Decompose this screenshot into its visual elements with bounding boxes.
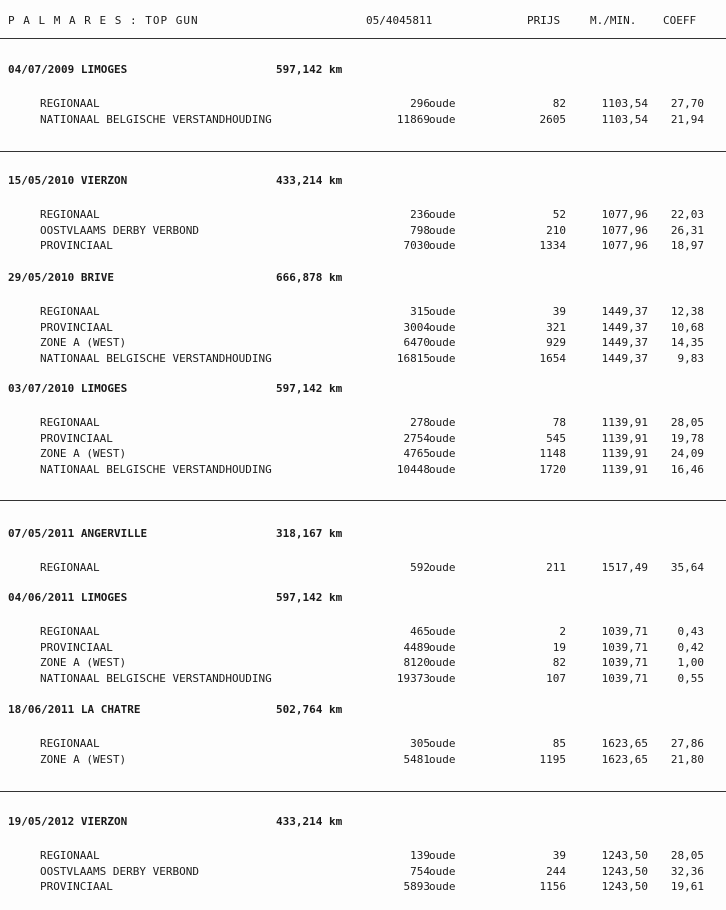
race-section bbox=[0, 271, 726, 367]
bird-count: 592 bbox=[410, 561, 430, 574]
age-class: oude bbox=[429, 320, 456, 334]
prize-rank: 82 bbox=[552, 97, 566, 110]
race-section bbox=[0, 703, 726, 768]
result-row bbox=[0, 416, 726, 432]
coefficient: 27,86 bbox=[670, 737, 704, 750]
bird-count: 296 bbox=[410, 97, 430, 110]
speed: 1077,96 bbox=[601, 223, 648, 237]
coefficient: 21,80 bbox=[670, 752, 704, 766]
race-section bbox=[0, 174, 726, 255]
bird-count: 798 bbox=[410, 223, 430, 237]
competition-name: REGIONAAL bbox=[40, 625, 100, 638]
race-date-place: 29/05/2010 BRIVE bbox=[8, 271, 114, 284]
coefficient: 22,03 bbox=[670, 208, 704, 221]
speed: 1517,49 bbox=[601, 561, 648, 574]
ring-number: 05/4045811 bbox=[366, 14, 433, 27]
race-header bbox=[0, 527, 726, 541]
age-class: oude bbox=[429, 336, 456, 350]
prize-rank: 78 bbox=[552, 416, 566, 429]
result-row bbox=[0, 625, 726, 641]
bird-count: 5481 bbox=[403, 752, 430, 766]
result-row bbox=[0, 239, 726, 255]
race-section bbox=[0, 63, 726, 128]
coefficient: 10,68 bbox=[670, 320, 704, 334]
speed: 1139,91 bbox=[601, 416, 648, 429]
race-date-place: 04/06/2011 LIMOGES bbox=[8, 591, 128, 604]
prize-rank: 1720 bbox=[539, 462, 566, 476]
competition-name: NATIONAAL BELGISCHE VERSTANDHOUDING bbox=[40, 462, 272, 476]
header-divider bbox=[0, 38, 726, 39]
bird-count: 11869 bbox=[396, 112, 430, 126]
bird-count: 8120 bbox=[403, 656, 430, 670]
age-class: oude bbox=[429, 849, 456, 862]
prize-rank: 210 bbox=[546, 223, 566, 237]
coefficient: 14,35 bbox=[670, 336, 704, 350]
race-header bbox=[0, 703, 726, 717]
speed: 1139,91 bbox=[601, 431, 648, 445]
speed: 1243,50 bbox=[601, 849, 648, 862]
bird-count: 236 bbox=[410, 208, 430, 221]
result-row bbox=[0, 97, 726, 113]
competition-name: ZONE A (WEST) bbox=[40, 752, 127, 766]
coefficient: 35,64 bbox=[670, 561, 704, 574]
bird-count: 2754 bbox=[403, 431, 430, 445]
bird-count: 305 bbox=[410, 737, 430, 750]
prize-rank: 2 bbox=[559, 625, 566, 638]
coefficient: 26,31 bbox=[670, 223, 704, 237]
age-class: oude bbox=[429, 864, 456, 878]
prize-rank: 2605 bbox=[539, 112, 566, 126]
coefficient: 19,78 bbox=[670, 431, 704, 445]
prize-rank: 52 bbox=[552, 208, 566, 221]
result-row bbox=[0, 753, 726, 769]
age-class: oude bbox=[429, 640, 456, 654]
prize-rank: 39 bbox=[552, 305, 566, 318]
bird-count: 10448 bbox=[396, 462, 430, 476]
race-header bbox=[0, 591, 726, 605]
competition-name: REGIONAAL bbox=[40, 561, 100, 574]
prize-rank: 1654 bbox=[539, 351, 566, 365]
prize-rank: 82 bbox=[552, 656, 566, 670]
age-class: oude bbox=[429, 305, 456, 318]
race-header bbox=[0, 63, 726, 77]
result-row bbox=[0, 880, 726, 896]
coefficient: 32,36 bbox=[670, 864, 704, 878]
bird-count: 754 bbox=[410, 864, 430, 878]
bird-count: 16815 bbox=[396, 351, 430, 365]
competition-name: PROVINCIAAL bbox=[40, 320, 113, 334]
result-row bbox=[0, 113, 726, 129]
speed: 1077,96 bbox=[601, 208, 648, 221]
bird-count: 4489 bbox=[403, 640, 430, 654]
speed: 1103,54 bbox=[601, 112, 648, 126]
competition-name: ZONE A (WEST) bbox=[40, 336, 127, 350]
race-date-place: 15/05/2010 VIERZON bbox=[8, 174, 128, 187]
race-section bbox=[0, 815, 726, 896]
speed: 1243,50 bbox=[601, 880, 648, 894]
race-date-place: 03/07/2010 LIMOGES bbox=[8, 382, 128, 395]
result-row bbox=[0, 447, 726, 463]
race-section bbox=[0, 382, 726, 478]
coefficient: 9,83 bbox=[677, 351, 704, 365]
age-class: oude bbox=[429, 561, 456, 574]
result-row bbox=[0, 561, 726, 577]
result-row bbox=[0, 432, 726, 448]
prize-rank: 321 bbox=[546, 320, 566, 334]
age-class: oude bbox=[429, 223, 456, 237]
competition-name: REGIONAAL bbox=[40, 737, 100, 750]
race-distance: 433,214 km bbox=[276, 174, 343, 187]
race-date-place: 18/06/2011 LA CHATRE bbox=[8, 703, 141, 716]
speed: 1039,71 bbox=[601, 656, 648, 670]
competition-name: NATIONAAL BELGISCHE VERSTANDHOUDING bbox=[40, 351, 272, 365]
race-distance: 318,167 km bbox=[276, 527, 343, 540]
coefficient: 19,61 bbox=[670, 880, 704, 894]
prize-rank: 545 bbox=[546, 431, 566, 445]
prize-rank: 1195 bbox=[539, 752, 566, 766]
age-class: oude bbox=[429, 431, 456, 445]
race-distance: 597,142 km bbox=[276, 382, 343, 395]
race-section bbox=[0, 527, 726, 577]
age-class: oude bbox=[429, 239, 456, 253]
speed: 1077,96 bbox=[601, 239, 648, 253]
result-row bbox=[0, 641, 726, 657]
competition-name: PROVINCIAAL bbox=[40, 239, 113, 253]
prize-rank: 39 bbox=[552, 849, 566, 862]
age-class: oude bbox=[429, 656, 456, 670]
result-row bbox=[0, 208, 726, 224]
result-row bbox=[0, 865, 726, 881]
competition-name: NATIONAAL BELGISCHE VERSTANDHOUDING bbox=[40, 671, 272, 685]
coefficient: 24,09 bbox=[670, 447, 704, 461]
result-row bbox=[0, 737, 726, 753]
result-row bbox=[0, 849, 726, 865]
speed: 1103,54 bbox=[601, 97, 648, 110]
bird-count: 278 bbox=[410, 416, 430, 429]
year-divider-2011 bbox=[0, 500, 726, 501]
coefficient: 28,05 bbox=[670, 416, 704, 429]
bird-count: 315 bbox=[410, 305, 430, 318]
age-class: oude bbox=[429, 208, 456, 221]
age-class: oude bbox=[429, 671, 456, 685]
competition-name: OOSTVLAAMS DERBY VERBOND bbox=[40, 223, 199, 237]
column-header-coeff: COEFF bbox=[663, 14, 697, 27]
document-title: P A L M A R E S : TOP GUN bbox=[8, 14, 199, 27]
bird-count: 139 bbox=[410, 849, 430, 862]
column-header-speed: M./MIN. bbox=[590, 14, 637, 27]
coefficient: 0,42 bbox=[677, 640, 704, 654]
prize-rank: 107 bbox=[546, 671, 566, 685]
result-row bbox=[0, 305, 726, 321]
competition-name: OOSTVLAAMS DERBY VERBOND bbox=[40, 864, 199, 878]
race-header bbox=[0, 382, 726, 396]
age-class: oude bbox=[429, 625, 456, 638]
bird-count: 4765 bbox=[403, 447, 430, 461]
coefficient: 1,00 bbox=[677, 656, 704, 670]
year-divider-2012 bbox=[0, 791, 726, 792]
prize-rank: 1334 bbox=[539, 239, 566, 253]
result-row bbox=[0, 336, 726, 352]
race-header bbox=[0, 271, 726, 285]
age-class: oude bbox=[429, 416, 456, 429]
competition-name: PROVINCIAAL bbox=[40, 880, 113, 894]
speed: 1039,71 bbox=[601, 625, 648, 638]
race-date-place: 07/05/2011 ANGERVILLE bbox=[8, 527, 148, 540]
result-row bbox=[0, 672, 726, 688]
age-class: oude bbox=[429, 351, 456, 365]
prize-rank: 244 bbox=[546, 864, 566, 878]
coefficient: 21,94 bbox=[670, 112, 704, 126]
speed: 1139,91 bbox=[601, 447, 648, 461]
competition-name: PROVINCIAAL bbox=[40, 431, 113, 445]
race-distance: 666,878 km bbox=[276, 271, 343, 284]
race-section bbox=[0, 591, 726, 687]
competition-name: REGIONAAL bbox=[40, 208, 100, 221]
competition-name: ZONE A (WEST) bbox=[40, 447, 127, 461]
result-row bbox=[0, 352, 726, 368]
age-class: oude bbox=[429, 112, 456, 126]
race-distance: 502,764 km bbox=[276, 703, 343, 716]
speed: 1449,37 bbox=[601, 351, 648, 365]
speed: 1243,50 bbox=[601, 864, 648, 878]
speed: 1623,65 bbox=[601, 737, 648, 750]
race-header bbox=[0, 815, 726, 829]
coefficient: 18,97 bbox=[670, 239, 704, 253]
race-date-place: 19/05/2012 VIERZON bbox=[8, 815, 128, 828]
race-header bbox=[0, 174, 726, 188]
year-divider-2010 bbox=[0, 151, 726, 152]
age-class: oude bbox=[429, 737, 456, 750]
column-header-prijs: PRIJS bbox=[527, 14, 561, 27]
result-row bbox=[0, 224, 726, 240]
prize-rank: 19 bbox=[552, 640, 566, 654]
speed: 1139,91 bbox=[601, 462, 648, 476]
result-row bbox=[0, 463, 726, 479]
coefficient: 0,43 bbox=[677, 625, 704, 638]
coefficient: 0,55 bbox=[677, 671, 704, 685]
competition-name: REGIONAAL bbox=[40, 97, 100, 110]
speed: 1039,71 bbox=[601, 671, 648, 685]
speed: 1623,65 bbox=[601, 752, 648, 766]
prize-rank: 211 bbox=[546, 561, 566, 574]
prize-rank: 1156 bbox=[539, 880, 566, 894]
competition-name: REGIONAAL bbox=[40, 305, 100, 318]
competition-name: PROVINCIAAL bbox=[40, 640, 113, 654]
age-class: oude bbox=[429, 880, 456, 894]
speed: 1449,37 bbox=[601, 305, 648, 318]
competition-name: REGIONAAL bbox=[40, 416, 100, 429]
race-distance: 433,214 km bbox=[276, 815, 343, 828]
coefficient: 12,38 bbox=[670, 305, 704, 318]
prize-rank: 85 bbox=[552, 737, 566, 750]
competition-name: ZONE A (WEST) bbox=[40, 656, 127, 670]
race-distance: 597,142 km bbox=[276, 63, 343, 76]
speed: 1449,37 bbox=[601, 336, 648, 350]
bird-count: 6470 bbox=[403, 336, 430, 350]
competition-name: REGIONAAL bbox=[40, 849, 100, 862]
bird-count: 465 bbox=[410, 625, 430, 638]
prize-rank: 1148 bbox=[539, 447, 566, 461]
age-class: oude bbox=[429, 462, 456, 476]
result-row bbox=[0, 321, 726, 337]
age-class: oude bbox=[429, 447, 456, 461]
coefficient: 27,70 bbox=[670, 97, 704, 110]
coefficient: 28,05 bbox=[670, 849, 704, 862]
result-row bbox=[0, 656, 726, 672]
competition-name: NATIONAAL BELGISCHE VERSTANDHOUDING bbox=[40, 112, 272, 126]
bird-count: 7030 bbox=[403, 239, 430, 253]
prize-rank: 929 bbox=[546, 336, 566, 350]
bird-count: 5893 bbox=[403, 880, 430, 894]
document-header bbox=[0, 14, 726, 30]
age-class: oude bbox=[429, 752, 456, 766]
age-class: oude bbox=[429, 97, 456, 110]
speed: 1039,71 bbox=[601, 640, 648, 654]
speed: 1449,37 bbox=[601, 320, 648, 334]
coefficient: 16,46 bbox=[670, 462, 704, 476]
bird-count: 19373 bbox=[396, 671, 430, 685]
bird-count: 3004 bbox=[403, 320, 430, 334]
race-date-place: 04/07/2009 LIMOGES bbox=[8, 63, 128, 76]
race-distance: 597,142 km bbox=[276, 591, 343, 604]
